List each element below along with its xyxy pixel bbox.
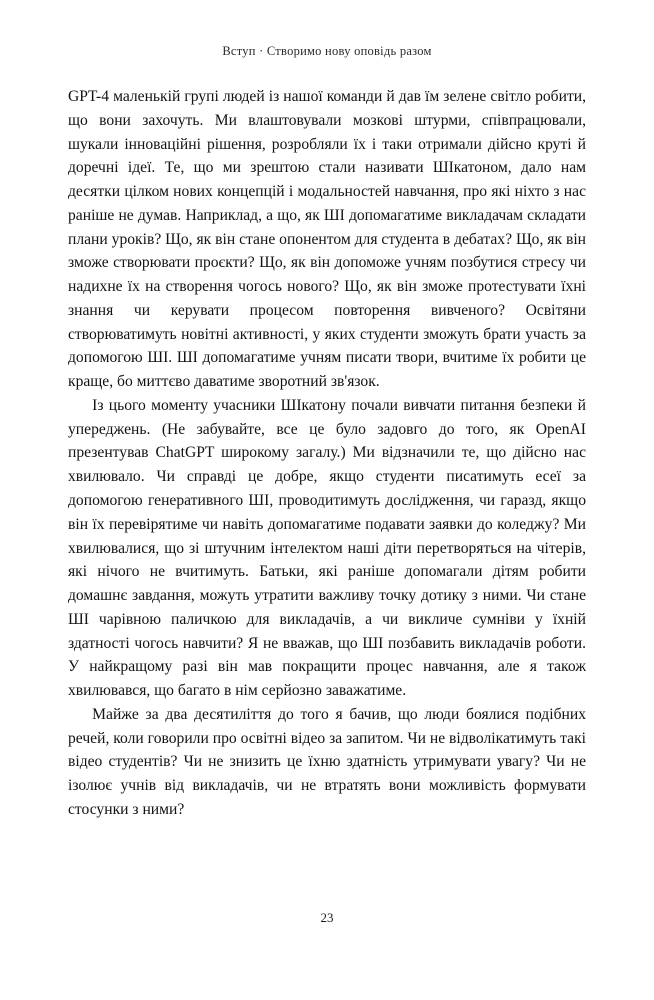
body-text [68,85,586,822]
paragraph: Майже за два десятиліття до того я бачив, що люди боялися подібних речей, коли говорили про освітні відео за запитом. Чи не відволікатимуть такі відео студентів? Чи не знизить це їхню здатність утримувати увагу? Чи не ізолює учнів від викладачів, чи не втратять вони можливість формувати стосунки з ними? [68,705,586,818]
paragraph: Із цього моменту учасники ШІкатону почали вивчати питання безпеки й упереджень. (Не забувайте, все це було задовго до того, як OpenAI презентував ChatGPT широкому загалу.) Ми відзначили те, що дійсно нас хвилювало. Чи справді це добре, якщо студенти писатимуть есеї за допомогою генеративного ШІ, проводитимуть дослідження, чи гаразд, якщо він їх перевірятиме чи навіть допомагатиме подавати заявки до коледжу? Ми хвилювалися, що зі штучним інтелектом наші діти перетворяться на чітерів, які нічого не вчитимуть. Батьки, які раніше допомагали дітям робити домашнє завдання, можуть утратити важливу точку дотику з ними. Чи стане ШІ чарівною паличкою для викладачів, а чи викличе сумніви у їхній здатності чогось навчити? Я не вважав, що ШІ позбавить викладачів роботи. У найкращому разі він мав покращити процес навчання, але я також хвилювався, що багато в нім серйозно заважатиме. [68,396,586,700]
page-number: 23 [320,910,334,925]
paragraph: GPT-4 маленькій групі людей із нашої команди й дав їм зелене світло робити, що вони захочуть. Ми влаштовували мозкові штурми, співпрацювали, шукали інноваційні рішення, розробляли їх і таки отримали дійсно круті й доречні ідеї. Те, що ми зрештою стали називати ШІкатоном, дало нам десятки цілком нових концепцій і модальностей навчання, про які ніхто з нас раніше не думав. Наприклад, а що, як ШІ допомагатиме викладачам складати плани уроків? Що, як він стане опонентом для студента в дебатах? Що, як він зможе створювати проєкти? Що, як він допоможе учням позбутися стресу чи надихне їх на створення чогось нового? Що, як він зможе протестувати їхні знання чи керувати процесом повторення вивченого? Освітяни створюватимуть новітні активності, у яких студенти зможуть брати участь за допомогою ШІ. ШІ допомагатиме учням писати твори, вчитиме їх робити це краще, бо миттєво даватиме зворотний зв'язок. [68,88,586,391]
running-head: Вступ · Створимо нову оповідь разом [222,44,432,58]
